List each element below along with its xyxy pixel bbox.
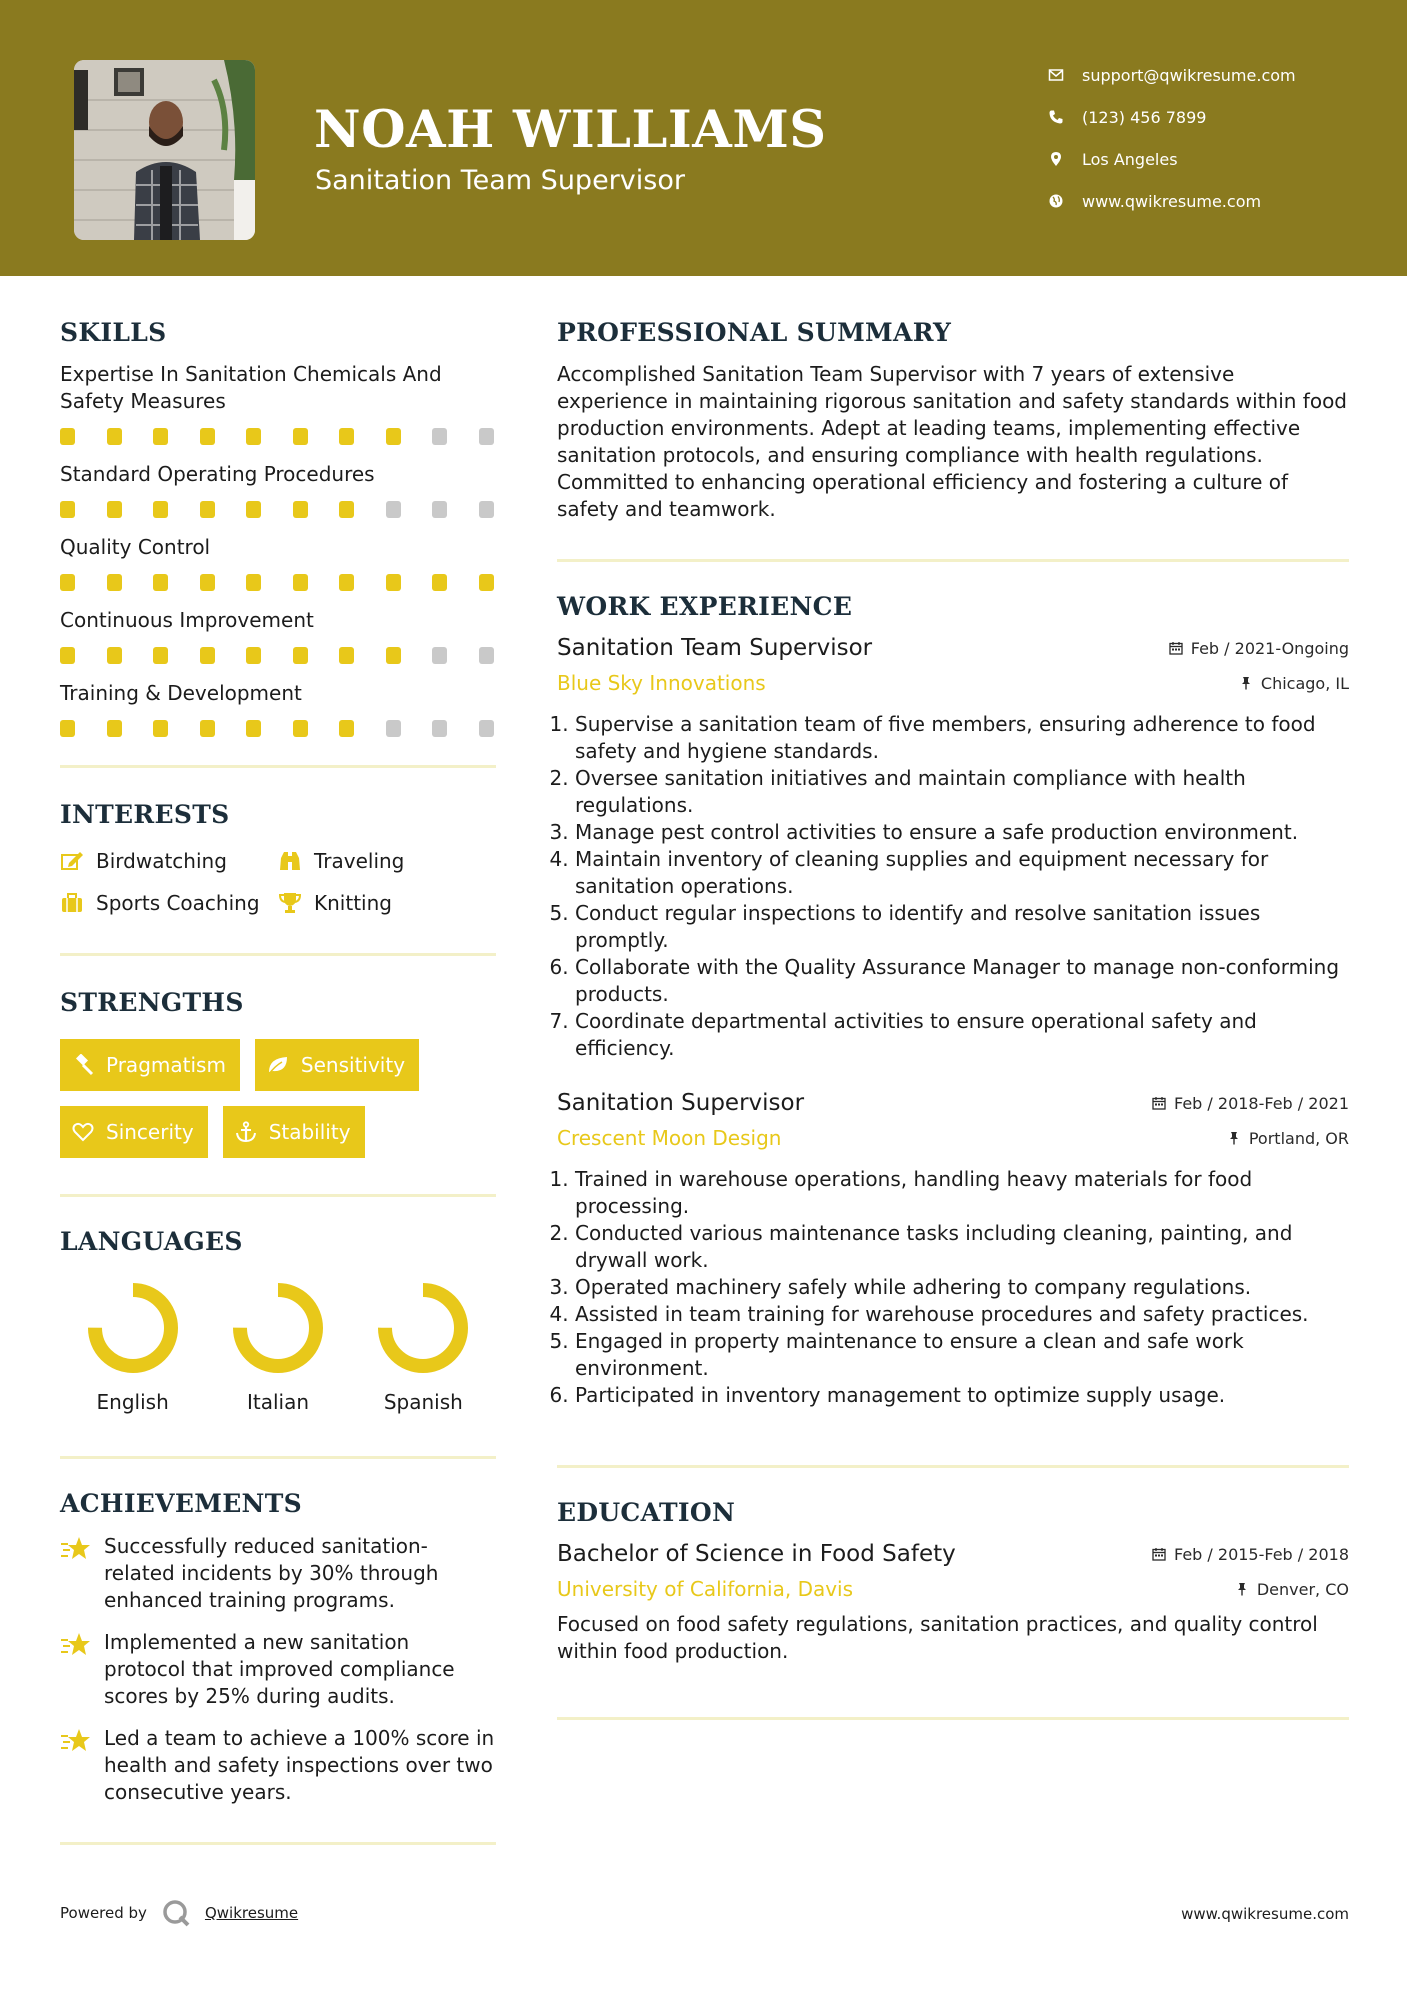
job-dates-text: Feb / 2018-Feb / 2021	[1174, 1093, 1349, 1113]
calendar-icon	[1169, 641, 1183, 655]
languages-section	[60, 1227, 496, 1414]
rating-dot-filled	[386, 428, 401, 445]
map-marker-icon	[1048, 151, 1064, 167]
job-dates	[1152, 1094, 1349, 1113]
job-point: 1. Supervise a sanitation team of five members, ensuring adherence to food safety and hygiene standards.	[575, 711, 1349, 765]
rating-dot-empty	[386, 720, 401, 737]
achievement-item	[60, 1725, 496, 1806]
interest-item	[60, 891, 278, 915]
rating-dot-filled	[200, 574, 215, 591]
strength-label: Stability	[268, 1120, 351, 1144]
language-ring	[375, 1280, 471, 1376]
languages-heading: LANGUAGES	[60, 1227, 243, 1256]
rating-dot-filled	[386, 574, 401, 591]
language-item	[60, 1280, 205, 1414]
skills-section	[60, 318, 496, 737]
star-icon	[60, 1631, 92, 1659]
degree-title: Bachelor of Science in Food Safety	[557, 1541, 956, 1567]
strengths-heading: STRENGTHS	[60, 988, 244, 1017]
job-point: 7. Coordinate departmental activities to ensure operational safety and efficiency.	[575, 1008, 1349, 1062]
rating-dot-filled	[339, 720, 354, 737]
skill-name: Quality Control	[60, 535, 211, 559]
skill-name: Continuous Improvement	[60, 608, 314, 632]
rating-dot-filled	[386, 647, 401, 664]
skills-list	[60, 361, 496, 737]
pushpin-icon	[1235, 1582, 1249, 1596]
rating-dot-filled	[60, 501, 75, 518]
rating-dot-filled	[153, 501, 168, 518]
education-description: Focused on food safety regulations, sanitation practices, and quality control within food production.	[557, 1612, 1318, 1663]
rating-dot-filled	[339, 647, 354, 664]
job-point: 2. Oversee sanitation initiatives and maintain compliance with health regulations.	[575, 765, 1349, 819]
job-location-text: Portland, OR	[1248, 1128, 1349, 1148]
star-icon	[60, 1535, 92, 1563]
rating-dot-empty	[432, 720, 447, 737]
job-point: 1. Trained in warehouse operations, handling heavy materials for food processing.	[575, 1166, 1349, 1220]
rating-dot-filled	[339, 501, 354, 518]
skill-rating	[60, 574, 496, 591]
rating-dot-filled	[293, 501, 308, 518]
language-name: Italian	[246, 1390, 310, 1414]
summary-heading: PROFESSIONAL SUMMARY	[557, 318, 952, 347]
rating-dot-filled	[246, 428, 261, 445]
rating-dot-filled	[293, 428, 308, 445]
candidate-title: Sanitation Team Supervisor	[315, 165, 685, 196]
rating-dot-empty	[479, 647, 494, 664]
strength-label: Sensitivity	[300, 1053, 406, 1077]
contact-location	[1048, 138, 1296, 180]
rating-dot-filled	[153, 647, 168, 664]
language-name: Spanish	[383, 1390, 463, 1414]
rating-dot-empty	[432, 501, 447, 518]
strength-tag	[60, 1106, 208, 1158]
rating-dot-filled	[107, 428, 122, 445]
education-section	[557, 1498, 1349, 1665]
section-divider	[557, 559, 1349, 562]
binoculars-icon	[278, 850, 302, 872]
contact-location-text: Los Angeles	[1082, 149, 1178, 169]
rating-dot-filled	[60, 647, 75, 664]
strength-label: Pragmatism	[106, 1053, 226, 1077]
edit-icon	[60, 850, 84, 872]
rating-dot-filled	[479, 574, 494, 591]
summary-section	[557, 318, 1349, 523]
job-location	[1239, 674, 1349, 693]
interest-item	[278, 891, 392, 915]
interest-label: Birdwatching	[96, 849, 227, 873]
skills-heading: SKILLS	[60, 318, 167, 347]
resume-header	[0, 0, 1407, 276]
language-ring	[230, 1280, 326, 1376]
rating-dot-filled	[246, 501, 261, 518]
rating-dot-filled	[200, 647, 215, 664]
left-column	[60, 318, 496, 1845]
contact-phone[interactable]	[1048, 96, 1296, 138]
rating-dot-empty	[479, 428, 494, 445]
leaf-icon	[267, 1054, 289, 1076]
job-company: Crescent Moon Design	[557, 1126, 782, 1150]
education-dates	[1152, 1545, 1349, 1564]
rating-dot-filled	[246, 720, 261, 737]
rating-dot-filled	[60, 720, 75, 737]
achievements-heading: ACHIEVEMENTS	[60, 1489, 302, 1518]
gavel-icon	[72, 1054, 94, 1076]
envelope-icon	[1048, 67, 1064, 83]
anchor-icon	[235, 1121, 257, 1143]
contact-website-text: www.qwikresume.com	[1082, 191, 1262, 211]
calendar-icon	[1152, 1547, 1166, 1561]
skill-rating	[60, 647, 496, 664]
trophy-icon	[278, 892, 302, 914]
rating-dot-empty	[386, 501, 401, 518]
rating-dot-filled	[60, 574, 75, 591]
powered-by-text: Powered by	[60, 1904, 147, 1922]
interest-label: Sports Coaching	[96, 891, 260, 915]
rating-dot-filled	[246, 574, 261, 591]
rating-dot-empty	[432, 428, 447, 445]
rating-dot-filled	[60, 428, 75, 445]
rating-dot-filled	[293, 647, 308, 664]
skill-name: Expertise In Sanitation Chemicals And Safety Measures	[60, 362, 442, 413]
education-location-text: Denver, CO	[1256, 1579, 1349, 1599]
achievements-list	[60, 1533, 496, 1806]
interest-label: Knitting	[314, 891, 392, 915]
strengths-section	[60, 988, 496, 1158]
job-title: Sanitation Supervisor	[557, 1090, 805, 1116]
language-ring	[85, 1280, 181, 1376]
rating-dot-filled	[107, 647, 122, 664]
rating-dot-filled	[153, 574, 168, 591]
language-item	[205, 1280, 350, 1414]
rating-dot-filled	[153, 720, 168, 737]
rating-dot-empty	[479, 501, 494, 518]
rating-dot-empty	[432, 647, 447, 664]
job-point: 5. Conduct regular inspections to identify and resolve sanitation issues promptly.	[575, 900, 1349, 954]
rating-dot-filled	[107, 574, 122, 591]
education-dates-text: Feb / 2015-Feb / 2018	[1174, 1544, 1349, 1564]
strength-tag	[223, 1106, 365, 1158]
contact-website[interactable]	[1048, 180, 1296, 222]
rating-dot-empty	[479, 720, 494, 737]
language-item	[351, 1280, 496, 1414]
skill-rating	[60, 720, 496, 737]
job-point: 6. Collaborate with the Quality Assurance Manager to manage non-conforming products.	[575, 954, 1349, 1008]
job-point: 3. Operated machinery safely while adhering to company regulations.	[575, 1274, 1349, 1301]
section-divider	[60, 1456, 496, 1459]
job-point: 6. Participated in inventory management to optimize supply usage.	[575, 1382, 1349, 1409]
achievement-item	[60, 1533, 496, 1614]
strength-label: Sincerity	[106, 1120, 194, 1144]
section-divider	[60, 765, 496, 768]
section-divider	[557, 1717, 1349, 1720]
brand-link[interactable]: Qwikresume	[204, 1904, 299, 1922]
section-divider	[60, 953, 496, 956]
section-divider	[557, 1465, 1349, 1468]
strengths-list	[60, 1039, 496, 1158]
rating-dot-filled	[200, 501, 215, 518]
job-location	[1227, 1129, 1349, 1148]
interest-label: Traveling	[314, 849, 405, 873]
rating-dot-filled	[293, 574, 308, 591]
heart-icon	[72, 1121, 94, 1143]
contact-phone-text: (123) 456 7899	[1082, 107, 1207, 127]
rating-dot-filled	[339, 574, 354, 591]
job-points	[557, 711, 1349, 1062]
calendar-icon	[1152, 1096, 1166, 1110]
qwikresume-logo-icon	[161, 1898, 191, 1928]
summary-text: Accomplished Sanitation Team Supervisor with 7 years of extensive experience in maintaining rigorous sanitation and safety standards within food production environments. Adept at leading teams, implementing effective sanitation protocols, and ensuring compliance with health regulations. Committed to enhancing operational efficiency and fostering a culture of safety and teamwork.	[557, 362, 1347, 521]
interest-item	[278, 849, 404, 873]
section-divider	[60, 1842, 496, 1845]
job-location-text: Chicago, IL	[1260, 673, 1349, 693]
achievement-text: Successfully reduced sanitation-related incidents by 30% through enhanced training programs.	[104, 1534, 439, 1612]
rating-dot-filled	[293, 720, 308, 737]
experience-heading: WORK EXPERIENCE	[557, 592, 853, 621]
section-divider	[60, 1194, 496, 1197]
interests-heading: INTERESTS	[60, 800, 230, 829]
education-heading: EDUCATION	[557, 1498, 736, 1527]
rating-dot-filled	[107, 720, 122, 737]
languages-list	[60, 1280, 496, 1414]
school-name: University of California, Davis	[557, 1577, 854, 1601]
education-location	[1235, 1580, 1349, 1599]
star-icon	[60, 1727, 92, 1755]
job-point: 3. Manage pest control activities to ensure a safe production environment.	[575, 819, 1349, 846]
job-company: Blue Sky Innovations	[557, 671, 766, 695]
job-entry	[557, 1090, 1349, 1409]
job-point: 5. Engaged in property maintenance to ensure a clean and safe work environment.	[575, 1328, 1349, 1382]
interests-list	[60, 849, 496, 915]
rating-dot-filled	[432, 574, 447, 591]
job-title: Sanitation Team Supervisor	[557, 635, 873, 661]
achievement-item	[60, 1629, 496, 1710]
contact-email[interactable]	[1048, 54, 1296, 96]
strength-tag	[60, 1039, 240, 1091]
rating-dot-filled	[339, 428, 354, 445]
job-point: 4. Assisted in team training for warehouse procedures and safety practices.	[575, 1301, 1349, 1328]
rating-dot-filled	[107, 501, 122, 518]
achievements-section	[60, 1489, 496, 1806]
contact-email-text: support@qwikresume.com	[1082, 65, 1296, 85]
globe-icon	[1048, 193, 1064, 209]
job-dates-text: Feb / 2021-Ongoing	[1190, 638, 1349, 658]
achievement-text: Implemented a new sanitation protocol that improved compliance scores by 25% during audits.	[104, 1630, 455, 1708]
right-column	[557, 318, 1349, 1720]
profile-photo	[74, 60, 255, 240]
pushpin-icon	[1227, 1131, 1241, 1145]
language-name: English	[96, 1390, 169, 1414]
skill-rating	[60, 501, 496, 518]
rating-dot-filled	[246, 647, 261, 664]
footer-branding	[60, 1898, 298, 1928]
interest-item	[60, 849, 278, 873]
job-point: 4. Maintain inventory of cleaning supplies and equipment necessary for sanitation operations.	[575, 846, 1349, 900]
skill-name: Training & Development	[60, 681, 302, 705]
experience-section	[557, 592, 1349, 1409]
job-points	[557, 1166, 1349, 1409]
pushpin-icon	[1239, 676, 1253, 690]
contact-list	[1048, 54, 1296, 222]
skill-rating	[60, 428, 496, 445]
footer-website[interactable]: www.qwikresume.com	[1181, 1905, 1349, 1923]
achievement-text: Led a team to achieve a 100% score in health and safety inspections over two consecutive years.	[104, 1726, 495, 1804]
briefcase-icon	[60, 892, 84, 914]
candidate-name: NOAH WILLIAMS	[314, 100, 827, 160]
job-entry	[557, 635, 1349, 1062]
rating-dot-filled	[153, 428, 168, 445]
phone-icon	[1048, 109, 1064, 125]
interests-section	[60, 800, 496, 915]
skill-name: Standard Operating Procedures	[60, 462, 375, 486]
rating-dot-filled	[200, 720, 215, 737]
rating-dot-filled	[200, 428, 215, 445]
strength-tag	[255, 1039, 419, 1091]
job-point: 2. Conducted various maintenance tasks including cleaning, painting, and drywall work.	[575, 1220, 1349, 1274]
job-dates	[1169, 639, 1349, 658]
